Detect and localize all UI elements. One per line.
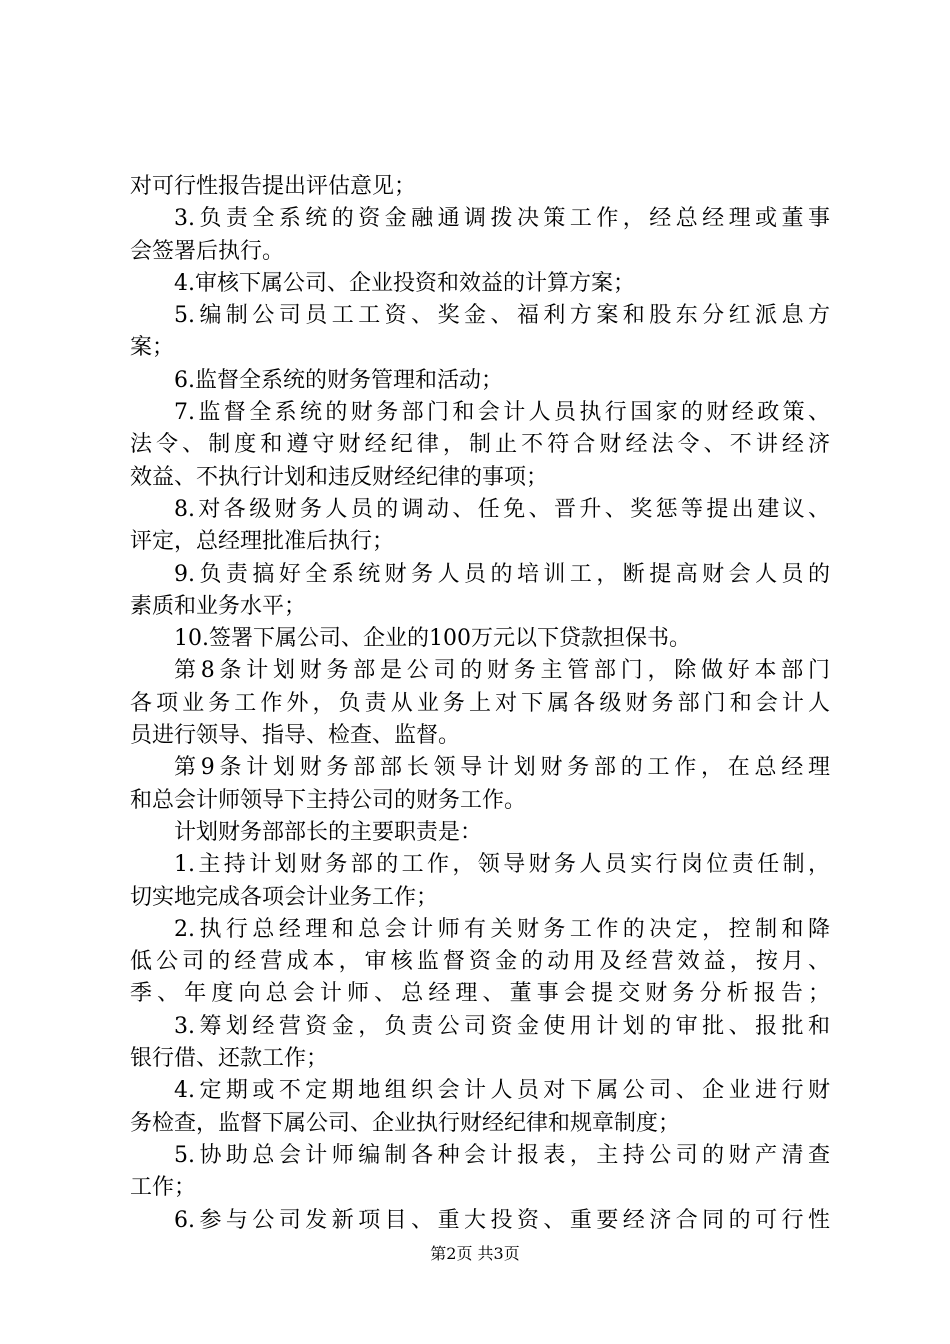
text-line: 8.对各级财务人员的调动、任免、晋升、奖惩等提出建议、	[174, 496, 830, 522]
text-line: 5.协助总会计师编制各种会计报表，主持公司的财产清查	[174, 1142, 830, 1168]
text-line: 3.筹划经营资金，负责公司资金使用计划的审批、报批和	[174, 1013, 830, 1039]
text-line: 案；	[130, 335, 175, 361]
text-line: 4.审核下属公司、企业投资和效益的计算方案；	[174, 270, 635, 296]
text-line: 计划财务部部长的主要职责是：	[174, 819, 483, 845]
text-line: 素质和业务水平；	[130, 593, 307, 619]
text-line: 员进行领导、指导、检查、监督。	[130, 723, 461, 749]
text-line: 4.定期或不定期地组织会计人员对下属公司、企业进行财	[174, 1078, 830, 1104]
text-line: 季、年度向总会计师、总经理、董事会提交财务分析报告；	[130, 981, 830, 1007]
text-line: 7.监督全系统的财务部门和会计人员执行国家的财经政策、	[174, 400, 830, 426]
text-line: 1.主持计划财务部的工作，领导财务人员实行岗位责任制，	[174, 852, 830, 878]
text-line: 低公司的经营成本，审核监督资金的动用及经营效益，按月、	[130, 949, 830, 975]
text-line: 各项业务工作外，负责从业务上对下属各级财务部门和会计人	[130, 690, 830, 716]
text-line: 法令、制度和遵守财经纪律，制止不符合财经法令、不讲经济	[130, 432, 830, 458]
text-line: 评定，总经理批准后执行；	[130, 529, 395, 555]
text-line: 银行借、还款工作；	[130, 1046, 329, 1072]
text-line: 切实地完成各项会计业务工作；	[130, 884, 439, 910]
text-line: 第8条计划财务部是公司的财务主管部门，除做好本部门	[174, 658, 830, 684]
text-line: 务检查，监督下属公司、企业执行财经纪律和规章制度；	[130, 1110, 681, 1136]
text-line: 第9条计划财务部部长领导计划财务部的工作，在总经理	[174, 755, 830, 781]
page-footer: 第2页 共3页	[430, 1244, 520, 1263]
text-line: 10.签署下属公司、企业的100万元以下贷款担保书。	[174, 626, 691, 652]
text-line: 6.参与公司发新项目、重大投资、重要经济合同的可行性	[174, 1207, 830, 1233]
text-line: 9.负责搞好全系统财务人员的培训工，断提高财会人员的	[174, 561, 830, 587]
text-line: 和总会计师领导下主持公司的财务工作。	[130, 787, 527, 813]
text-line: 会签署后执行。	[130, 238, 285, 264]
text-line: 5.编制公司员工工资、奖金、福利方案和股东分红派息方	[174, 303, 830, 329]
text-line: 2.执行总经理和总会计师有关财务工作的决定，控制和降	[174, 916, 830, 942]
document-body	[130, 171, 830, 1237]
text-line: 3.负责全系统的资金融通调拨决策工作，经总经理或董事	[174, 206, 830, 232]
text-line: 工作；	[130, 1175, 197, 1201]
text-line: 6.监督全系统的财务管理和活动；	[174, 367, 503, 393]
text-line: 对可行性报告提出评估意见；	[130, 174, 417, 199]
text-line: 效益、不执行计划和违反财经纪律的事项；	[130, 464, 549, 490]
